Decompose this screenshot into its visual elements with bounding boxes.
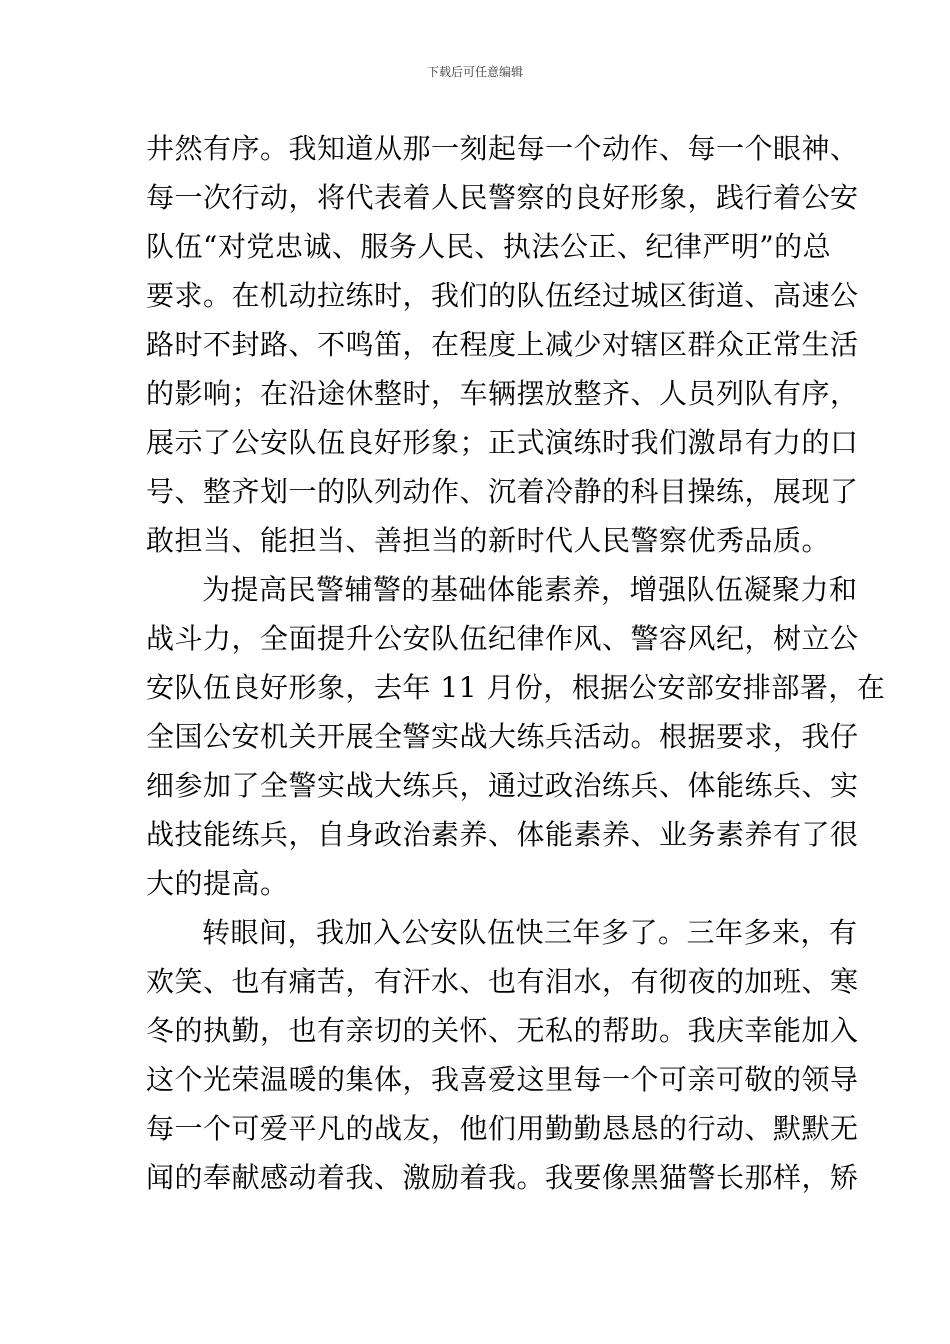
text-line: 每一次行动，将代表着人民警察的良好形象，践行着公安 bbox=[146, 181, 859, 214]
text-line: 路时不封路、不鸣笛，在程度上减少对辖区群众正常生活 bbox=[146, 328, 859, 361]
text-line: 细参加了全警实战大练兵，通过政治练兵、体能练兵、实 bbox=[146, 769, 859, 802]
text-line: 队伍“对党忠诚、服务人民、执法公正、纪律严明”的总 bbox=[146, 230, 832, 263]
text-line: 闻的奉献感动着我、激励着我。我要像黑猫警长那样，矫 bbox=[146, 1161, 859, 1194]
text-line: 冬的执勤，也有亲切的关怀、无私的帮助。我庆幸能加入 bbox=[146, 1014, 859, 1047]
paragraph-1 bbox=[146, 124, 859, 565]
document-body bbox=[146, 124, 886, 1202]
text-line: 欢笑、也有痛苦，有汗水、也有泪水，有彻夜的加班、寒 bbox=[146, 965, 859, 998]
text-line: 战技能练兵，自身政治素养、体能素养、业务素养有了很 bbox=[146, 818, 859, 851]
text-line: 安队伍良好形象，去年 11 月份，根据公安部安排部署，在 bbox=[146, 671, 886, 704]
paragraph-3 bbox=[146, 908, 859, 1202]
text-line: 井然有序。我知道从那一刻起每一个动作、每一个眼神、 bbox=[146, 132, 859, 165]
text-line: 敢担当、能担当、善担当的新时代人民警察优秀品质。 bbox=[146, 524, 831, 557]
text-line: 的影响；在沿途休整时，车辆摆放整齐、人员列队有序， bbox=[146, 377, 859, 410]
text-line: 转眼间，我加入公安队伍快三年多了。三年多来，有 bbox=[202, 916, 858, 949]
paragraph-2 bbox=[146, 565, 886, 908]
text-line: 展示了公安队伍良好形象；正式演练时我们激昂有力的口 bbox=[146, 426, 859, 459]
text-line: 大的提高。 bbox=[146, 867, 289, 900]
text-line: 每一个可爱平凡的战友，他们用勤勤恳恳的行动、默默无 bbox=[146, 1112, 859, 1145]
page-header: 下载后可任意编辑 bbox=[426, 65, 523, 79]
text-line: 这个光荣温暖的集体，我喜爱这里每一个可亲可敬的领导 bbox=[146, 1063, 859, 1096]
text-line: 号、整齐划一的队列动作、沉着冷静的科目操练，展现了 bbox=[146, 475, 859, 508]
text-line: 战斗力，全面提升公安队伍纪律作风、警容风纪，树立公 bbox=[146, 622, 859, 655]
text-line: 为提高民警辅警的基础体能素养，增强队伍凝聚力和 bbox=[202, 573, 858, 606]
text-line: 全国公安机关开展全警实战大练兵活动。根据要求，我仔 bbox=[146, 720, 859, 753]
text-line: 要求。在机动拉练时，我们的队伍经过城区街道、高速公 bbox=[146, 279, 859, 312]
